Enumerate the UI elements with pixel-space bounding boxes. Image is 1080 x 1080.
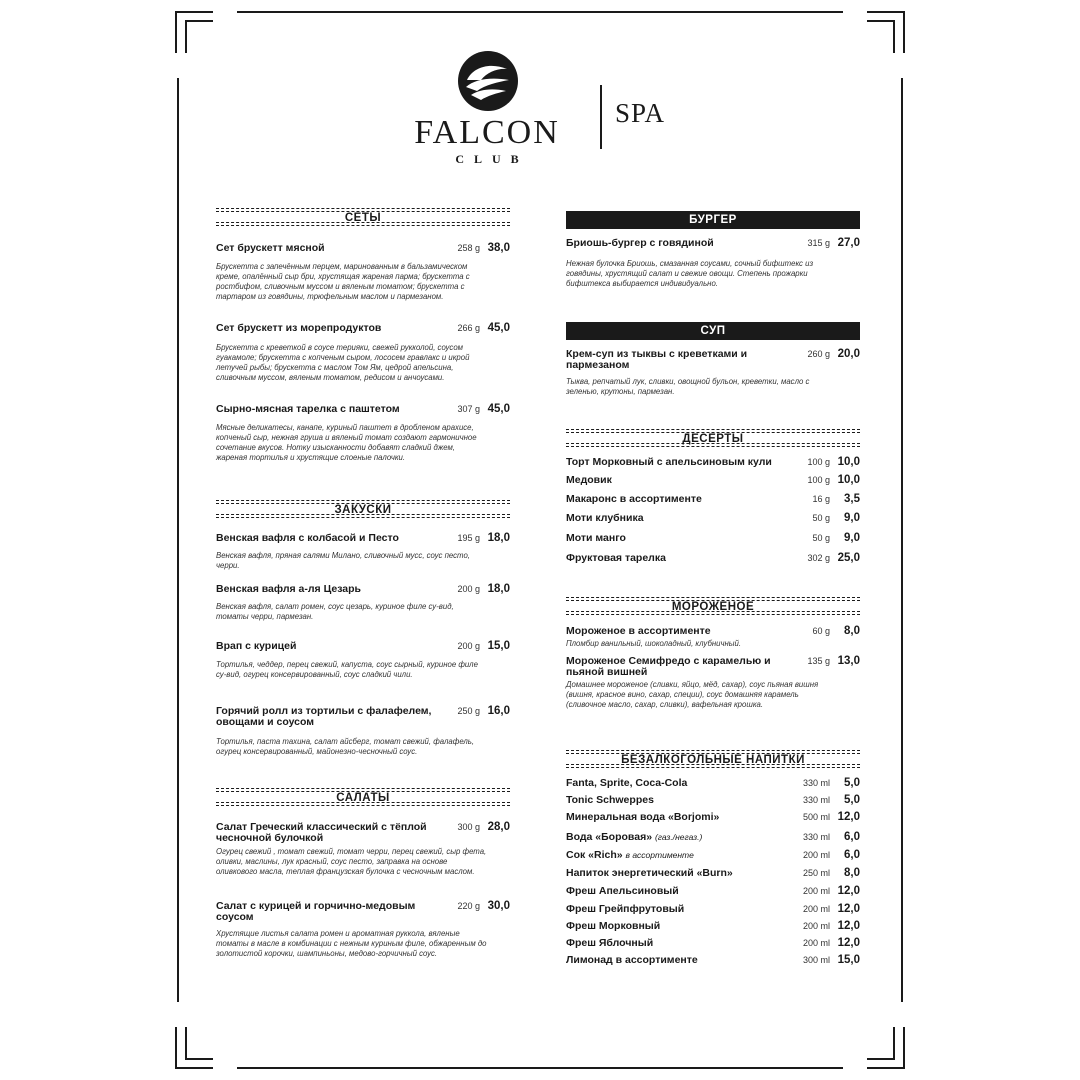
item-weight: 60 g (812, 626, 830, 636)
item-weight: 315 g (807, 238, 830, 248)
section-title: МОРОЖЕНОЕ (671, 601, 755, 613)
item-weight: 50 g (812, 513, 830, 523)
item-name: Венская вафля с колбасой и Песто (216, 532, 399, 544)
section-title: СУП (700, 325, 726, 337)
item-price: 16,0 (487, 705, 510, 717)
item-weight: 135 g (807, 656, 830, 666)
item-name: Минеральная вода «Borjomi» (566, 811, 720, 823)
item-price: 18,0 (487, 532, 510, 544)
item-weight: 260 g (807, 349, 830, 359)
item-price: 12,0 (837, 885, 860, 897)
item-price: 10,0 (837, 474, 860, 486)
item-name: Фреш Грейпфрутовый (566, 903, 685, 915)
section-title: БЕЗАЛКОГОЛЬНЫЕ НАПИТКИ (621, 754, 805, 766)
item-weight: 200 g (457, 641, 480, 651)
item-price: 12,0 (837, 811, 860, 823)
item-price: 5,0 (844, 794, 860, 806)
item-weight: 50 g (812, 533, 830, 543)
item-name (566, 832, 796, 843)
section-soup (566, 322, 860, 340)
section-header (566, 597, 860, 615)
item-description: Нежная булочка Бриошь, смазанная соусами, сочный бифштекс из говядины, хрустящий салат и свежие овощи. Степень прожарки бифштекса выбирается индивидуально. (566, 259, 814, 288)
section-drinks (566, 750, 860, 768)
item-price: 25,0 (837, 552, 860, 564)
section-header (216, 788, 510, 806)
item-note: (газ./негаз.) (654, 832, 703, 842)
section-header (216, 208, 510, 226)
item-description: Тортилья, паста тахина, салат айсберг, томат свежий, фалафель, огурец консервированный, майонезно-чесночный соус. (216, 737, 475, 756)
item-weight: 195 g (457, 533, 480, 543)
item-name: Сырно-мясная тарелка с паштетом (216, 403, 400, 415)
item-price: 30,0 (487, 900, 510, 912)
item-weight: 302 g (807, 553, 830, 563)
section-sets (216, 208, 510, 226)
section-header (566, 429, 860, 447)
brand-subtitle: CLUB (455, 152, 529, 166)
item-name (566, 850, 796, 861)
brand-name: FALCON (414, 114, 560, 151)
item-description: Огурец свежий , томат свежий, томат черри, перец свежий, сыр фета, оливки, маслины, лук красный, соус песто, заправка на основе оливкового масла, теплая французская булочка с чесночным маслом. (216, 847, 487, 876)
item-weight: 300 g (457, 822, 480, 832)
item-weight: 307 g (457, 404, 480, 414)
section-header (216, 500, 510, 518)
item-price: 38,0 (487, 242, 510, 254)
item-volume: 330 ml (802, 778, 830, 788)
item-price: 27,0 (837, 237, 860, 249)
section-desserts (566, 429, 860, 447)
item-name: Мороженое в ассортименте (566, 625, 711, 637)
item-price: 3,5 (844, 493, 860, 505)
item-name: Бриошь-бургер с говядиной (566, 237, 714, 249)
item-price: 9,0 (844, 532, 860, 544)
item-weight: 100 g (807, 475, 830, 485)
item-description: Мясные деликатесы, канапе, куриный паштет в дробленом арахисе, копченый сыр, нежная груша и вяленый томат создают гармоничное сочетание вкусов. Нотку изысканности добавят сладкий джем, жареная тортилья и хрустящие слоеные палочки. (216, 423, 477, 462)
item-name: Фруктовая тарелка (566, 552, 666, 564)
item-weight: 258 g (457, 243, 480, 253)
item-name: Горячий ролл из тортильи с фалафелем, овощами и соусом (216, 705, 432, 728)
item-volume: 200 ml (802, 938, 830, 948)
item-volume: 200 ml (802, 921, 830, 931)
item-price: 9,0 (844, 512, 860, 524)
item-price: 20,0 (837, 348, 860, 360)
item-volume: 250 ml (802, 868, 830, 878)
item-name: Tonic Schweppes (566, 794, 654, 806)
item-price: 15,0 (487, 640, 510, 652)
section-title: БУРГЕР (689, 214, 737, 226)
partner-name: SPA (615, 98, 666, 128)
item-weight: 16 g (812, 494, 830, 504)
item-weight: 250 g (457, 706, 480, 716)
item-price: 12,0 (837, 920, 860, 932)
item-description: Хрустящие листья салата ромен и ароматная руккола, вяленые томаты в масле в комбинации с нежным куриным филе, обжаренным до золотистой корочки, шампиньоны, медово-горчичный соус. (216, 929, 487, 958)
item-description: Домашнее мороженое (сливки, яйцо, мёд, сахар), соус пьяная вишня (вишня, красное вино, сахар, специи), соус домашняя карамель (сливочное масло, сахар, сливки), вафельная крошка. (566, 680, 819, 709)
item-volume: 200 ml (802, 904, 830, 914)
item-weight: 100 g (807, 457, 830, 467)
item-name: Напиток энергетический «Burn» (566, 867, 733, 879)
item-price: 12,0 (837, 903, 860, 915)
item-name: Крем-суп из тыквы с креветками и пармезаном (566, 348, 748, 371)
item-description: Брускетта с креветкой в соусе терияки, свежей рукколой, соусом гуакамоле; брускетта с копченым сыром, лососем гравлакс и икрой летучей рыбы; брускетта с маслом Том Ям, цедрой апельсина, сливочным муссом, вяленым томатом, редисом и анчоусами. (216, 343, 470, 382)
item-name: Сет брускетт из морепродуктов (216, 322, 382, 334)
item-name: Лимонад в ассортименте (566, 954, 698, 966)
item-name: Салат Греческий классический с тёплой чесночной булочкой (216, 821, 427, 844)
item-volume: 500 ml (802, 812, 830, 822)
section-snacks (216, 500, 510, 518)
section-burger (566, 211, 860, 229)
section-icecream (566, 597, 860, 615)
item-price: 5,0 (844, 777, 860, 789)
item-volume: 330 ml (802, 795, 830, 805)
item-name: Венская вафля а-ля Цезарь (216, 583, 362, 595)
item-weight: 200 g (457, 584, 480, 594)
section-salads (216, 788, 510, 806)
item-name: Моти клубника (566, 512, 644, 524)
item-volume: 200 ml (802, 850, 830, 860)
item-name: Фреш Яблочный (566, 937, 654, 949)
item-price: 8,0 (844, 867, 860, 879)
item-volume: 300 ml (802, 955, 830, 965)
left-column (216, 0, 510, 1080)
item-price: 13,0 (837, 655, 860, 667)
item-price: 15,0 (837, 954, 860, 966)
item-name: Торт Морковный с апельсиновым кули (566, 456, 772, 468)
item-price: 28,0 (487, 821, 510, 833)
item-name: Фреш Апельсиновый (566, 885, 679, 897)
right-column (566, 0, 860, 1080)
item-price: 18,0 (487, 583, 510, 595)
item-description: Пломбир ванильный, шоколадный, клубничный. (566, 639, 742, 648)
section-title: СЕТЫ (344, 212, 382, 224)
item-description: Тыква, репчатый лук, сливки, овощной бульон, креветки, масло с зеленью, крутоны, пармезан. (566, 377, 810, 396)
item-price: 8,0 (844, 625, 860, 637)
item-volume: 330 ml (802, 832, 830, 842)
section-header (566, 750, 860, 768)
section-title: ДЕСЕРТЫ (682, 433, 744, 445)
item-name: Fanta, Sprite, Coca-Cola (566, 777, 688, 789)
item-name: Сет брускетт мясной (216, 242, 325, 254)
item-price: 45,0 (487, 403, 510, 415)
item-weight: 266 g (457, 323, 480, 333)
item-volume: 200 ml (802, 886, 830, 896)
item-note: в ассортименте (625, 850, 694, 860)
section-header (566, 322, 860, 340)
item-description: Брускетта с запечённым перцем, маринованным в бальзамическом креме, опалённый сыр бри, хрустящая жареная парма; брускетта с ростбифом, сливочным муссом и вяленым томатом; брускетта с тартаром из говядины, трюфельным маслом и пармезаном. (216, 262, 470, 301)
item-price: 6,0 (844, 831, 860, 843)
section-header (566, 211, 860, 229)
section-title: ЗАКУСКИ (334, 504, 392, 516)
item-name: Моти манго (566, 532, 626, 544)
item-name-text: Вода «Боровая» (566, 831, 653, 843)
item-name-text: Сок «Rich» (566, 849, 623, 861)
item-price: 10,0 (837, 456, 860, 468)
item-description: Тортилья, чеддер, перец свежий, капуста, соус сырный, куриное филе су-вид, огурец консервированный, соус сладкий чили. (216, 660, 478, 679)
item-name: Салат с курицей и горчично-медовым соусом (216, 900, 416, 923)
item-name: Макаронс в ассортименте (566, 493, 702, 505)
item-description: Венская вафля, салат ромен, соус цезарь, куриное филе су-вид, томаты черри, пармезан. (216, 602, 454, 621)
item-price: 12,0 (837, 937, 860, 949)
section-title: САЛАТЫ (336, 792, 390, 804)
item-price: 45,0 (487, 322, 510, 334)
item-name: Врап с курицей (216, 640, 297, 652)
item-description: Венская вафля, пряная салями Милано, сливочный мусс, соус песто, черри. (216, 551, 470, 570)
item-weight: 220 g (457, 901, 480, 911)
item-name: Медовик (566, 474, 612, 486)
item-price: 6,0 (844, 849, 860, 861)
item-name: Фреш Морковный (566, 920, 661, 932)
item-name: Мороженое Семифредо с карамелью и пьяной вишней (566, 655, 771, 678)
